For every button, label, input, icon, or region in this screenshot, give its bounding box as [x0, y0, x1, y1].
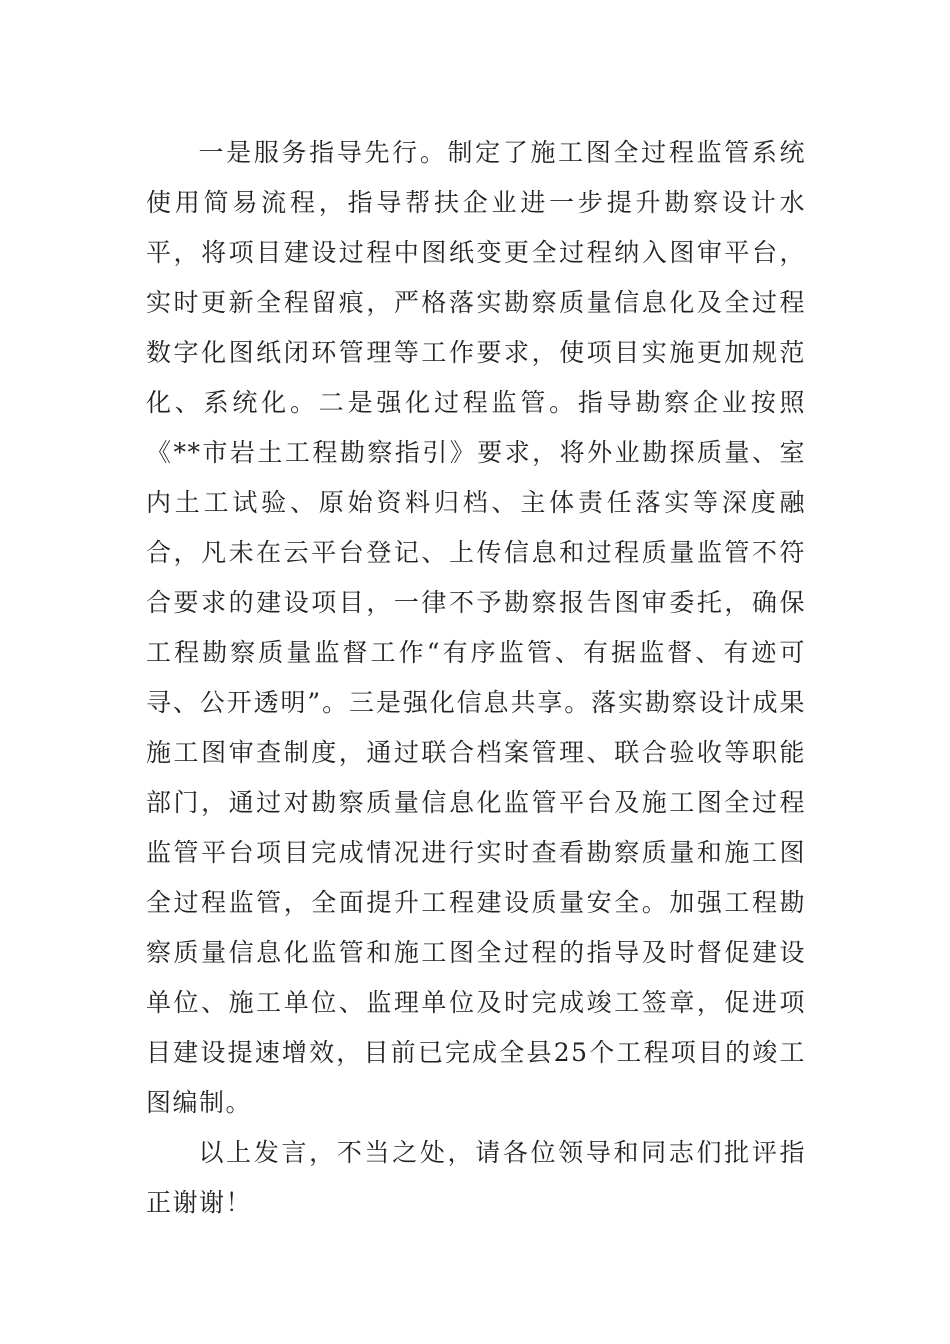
paragraph-closing-remarks: 以上发言，不当之处，请各位领导和同志们批评指正谢谢！	[146, 1138, 806, 1217]
paragraph-work-measures: 一是服务指导先行。制定了施工图全过程监管系统使用简易流程，指导帮扶企业进一步提升勘察设计水平，将项目建设过程中图纸变更全过程纳入图审平台，实时更新全程留痕，严格落实勘察质量信息化及全过程数字化图纸闭环管理等工作要求，使项目实施更加规范化、系统化。二是强化过程监管。指导勘察企业按照《**市岩土工程勘察指引》要求，将外业勘探质量、室内土工试验、原始资料归档、主体责任落实等深度融合，凡未在云平台登记、上传信息和过程质量监管不符合要求的建设项目，一律不予勘察报告图审委托，确保工程勘察质量监督工作“有序监管、有据监督、有迹可寻、公开透明”。三是强化信息共享。落实勘察设计成果施工图审查制度，通过联合档案管理、联合验收等职能部门，通过对勘察质量信息化监管平台及施工图全过程监管平台项目完成情况进行实时查看勘察质量和施工图全过程监管，全面提升工程建设质量安全。加强工程勘察质量信息化监管和施工图全过程的指导及时督促建设单位、施工单位、监理单位及时完成竣工签章，促进项目建设提速增效，目前已完成全县25个工程项目的竣工图编制。	[146, 138, 806, 1117]
document-body	[146, 128, 806, 1228]
